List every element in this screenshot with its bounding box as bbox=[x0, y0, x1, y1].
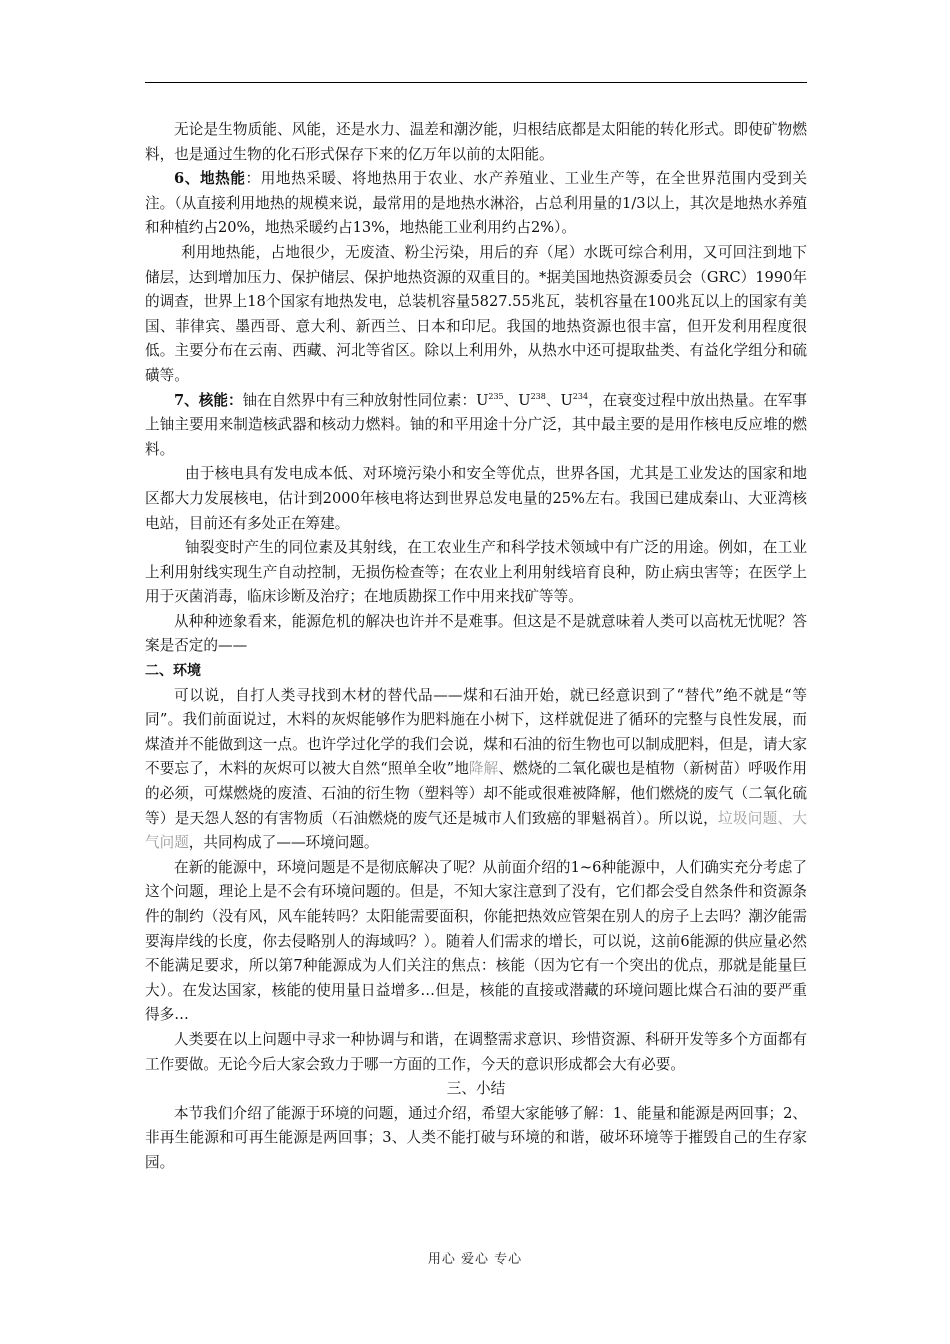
paragraph-geothermal-use: 利用地热能，占地很少，无废渣、粉尘污染，用后的弃（尾）水既可综合利用，又可回注到地下储层，达到增加压力、保护储层、保护地热资源的双重目的。*据美国地热资源委员会（GRC）1990年的调查，世界上18个国家有地热发电，总装机容量5827.55兆瓦，装机容量在100兆瓦以上的国家有美国、菲律宾、墨西哥、意大利、新西兰、日本和印尼。我国的地热资源也很丰富，但开发利用程度很低。主要分布在云南、西藏、河北等省区。除以上利用外，从热水中还可提取盐类、有益化学组分和硫磺等。 bbox=[145, 243, 808, 384]
section-heading-environment: 二、环境 bbox=[145, 663, 201, 680]
nuclear-text-2: ，在衰变过程中放出热量。在军事上铀主要用来制造核武器和核动力燃料。铀的和平用途十分广泛，其中最主要的是用作核电反应堆的燃料。 bbox=[145, 391, 807, 458]
geothermal-heading: 6、地热能 bbox=[174, 170, 246, 188]
paragraph-energy-crisis: 从种种迹象看来，能源危机的解决也许并不是难事。但这是不是就意味着人类可以高枕无忧呢？答案是否定的—— bbox=[145, 612, 807, 655]
paragraph-harmony: 人类要在以上问题中寻求一种协调与和谐，在调整需求意识、珍惜资源、科研开发等多个方面都有工作要做。无论今后大家会致力于哪一方面的工作，今天的意识形成都会大有必要。 bbox=[145, 1030, 807, 1073]
paragraph-summary: 本节我们介绍了能源于环境的问题，通过介绍，希望大家能够了解：1、能量和能源是两回事；2、非再生能源和可再生能源是两回事；3、人类不能打破与环境的和谐，破坏环境等于摧毁自己的生存家园。 bbox=[145, 1104, 807, 1171]
document-body bbox=[145, 118, 807, 1176]
paragraph-geothermal bbox=[145, 167, 807, 241]
isotope-separator: 、 bbox=[503, 391, 519, 409]
isotope-mass: 234 bbox=[572, 391, 589, 401]
isotope-mass: 235 bbox=[488, 391, 504, 401]
paragraph-new-energy-environment: 在新的能源中，环境问题是不是彻底解决了呢？从前面介绍的1~6种能源中，人们确实充分考虑了这个问题，理论上是不会有环境问题的。但是，不知大家注意到了没有，它们都会受自然条件和资源条件的制约（没有风，风车能转吗？太阳能需要面积，你能把热效应管架在别人的房子上去吗？潮汐能需要海岸线的长度，你去侵略别人的海域吗？）。随着人们需求的增长，可以说，这前6能源的供应量必然不能满足要求，所以第7种能源成为人们关注的焦点：核能（因为它有一个突出的优点，那就是能量巨大）。在发达国家，核能的使用量日益增多…但是，核能的直接或潜藏的环境问题比煤合石油的要严重得多… bbox=[145, 858, 807, 1024]
uranium-symbol: U bbox=[560, 391, 573, 409]
nuclear-colon: ： bbox=[227, 391, 243, 409]
nuclear-heading: 7、核能 bbox=[174, 391, 228, 409]
isotope-separator: 、 bbox=[545, 391, 561, 409]
paragraph-environment bbox=[145, 684, 807, 856]
environment-text-b: 、燃烧的二氧化碳也是植物（新树苗）呼吸作用的必须，可煤燃烧的废渣、石油的衍生物（塑料等）却不能或很难被降解，他们燃烧的废气（二氧化硫等）是天怨人怒的有害物质（石油燃烧的废气还是城市人们致癌的罪魁祸首）。所以说， bbox=[145, 760, 807, 827]
isotope-u235 bbox=[476, 392, 504, 409]
link-garbage-air-problems[interactable]: 垃圾问题、大气问题 bbox=[145, 809, 807, 852]
paragraph-nuclear-power: 由于核电具有发电成本低、对环境污染小和安全等优点，世界各国，尤其是工业发达的国家和地区都大力发展核电，估计到2000年核电将达到世界总发电量的25%左右。我国已建成秦山、大亚湾核电站，目前还有多处正在筹建。 bbox=[145, 465, 807, 532]
section-heading-summary: 三、小结 bbox=[446, 1080, 506, 1098]
paragraph-solar-summary: 无论是生物质能、风能，还是水力、温差和潮汐能，归根结底都是太阳能的转化形式。即使矿物燃料，也是通过生物的化石形式保存下来的亿万年以前的太阳能。 bbox=[145, 121, 807, 163]
geothermal-colon: ： bbox=[245, 170, 261, 188]
uranium-symbol: U bbox=[476, 391, 489, 409]
isotope-mass: 238 bbox=[530, 391, 546, 401]
link-degradation[interactable]: 降解 bbox=[468, 760, 499, 778]
isotope-u234 bbox=[560, 392, 588, 409]
uranium-symbol: U bbox=[518, 391, 531, 409]
paragraph-nuclear bbox=[145, 389, 807, 463]
paragraph-uranium-uses: 铀裂变时产生的同位素及其射线，在工农业生产和科学技术领域中有广泛的用途。例如，在工业上利用射线实现生产自动控制，无损伤检查等；在农业上利用射线培育良种，防止病虫害等；在医学上用于灭菌消毒，临床诊断及治疗；在地质勘探工作中用来找矿等等。 bbox=[145, 539, 807, 606]
header-rule bbox=[145, 82, 807, 83]
geothermal-text: 用地热采暖、将地热用于农业、水产养殖业、工业生产等，在全世界范围内受到关注。（从直接利用地热的规模来说，最常用的是地热水淋浴，占总利用量的1/3以上，其次是地热水养殖和种植约占20%，地热采暖约占13%，地热能工业利用约占2%）。 bbox=[145, 170, 807, 237]
isotope-u238 bbox=[518, 392, 546, 409]
page-footer: 用心 爱心 专心 bbox=[427, 1252, 523, 1267]
environment-text-a: 可以说，自打人类寻找到木材的替代品——煤和石油开始，就已经意识到了“替代”绝不就是“等同”。我们前面说过，木料的灰烬能够作为肥料施在小树下，这样就促进了循环的完整与良性发展，而煤渣并不能做到这一点。也许学过化学的我们会说，煤和石油的衍生物也可以制成肥料，但是，请大家不要忘了，木料的灰烬可以被大自然“照单全收”地 bbox=[145, 686, 807, 778]
nuclear-text-1: 铀在自然界中有三种放射性同位素： bbox=[242, 391, 477, 409]
environment-text-c: ，共同构成了——环境问题。 bbox=[188, 834, 379, 852]
